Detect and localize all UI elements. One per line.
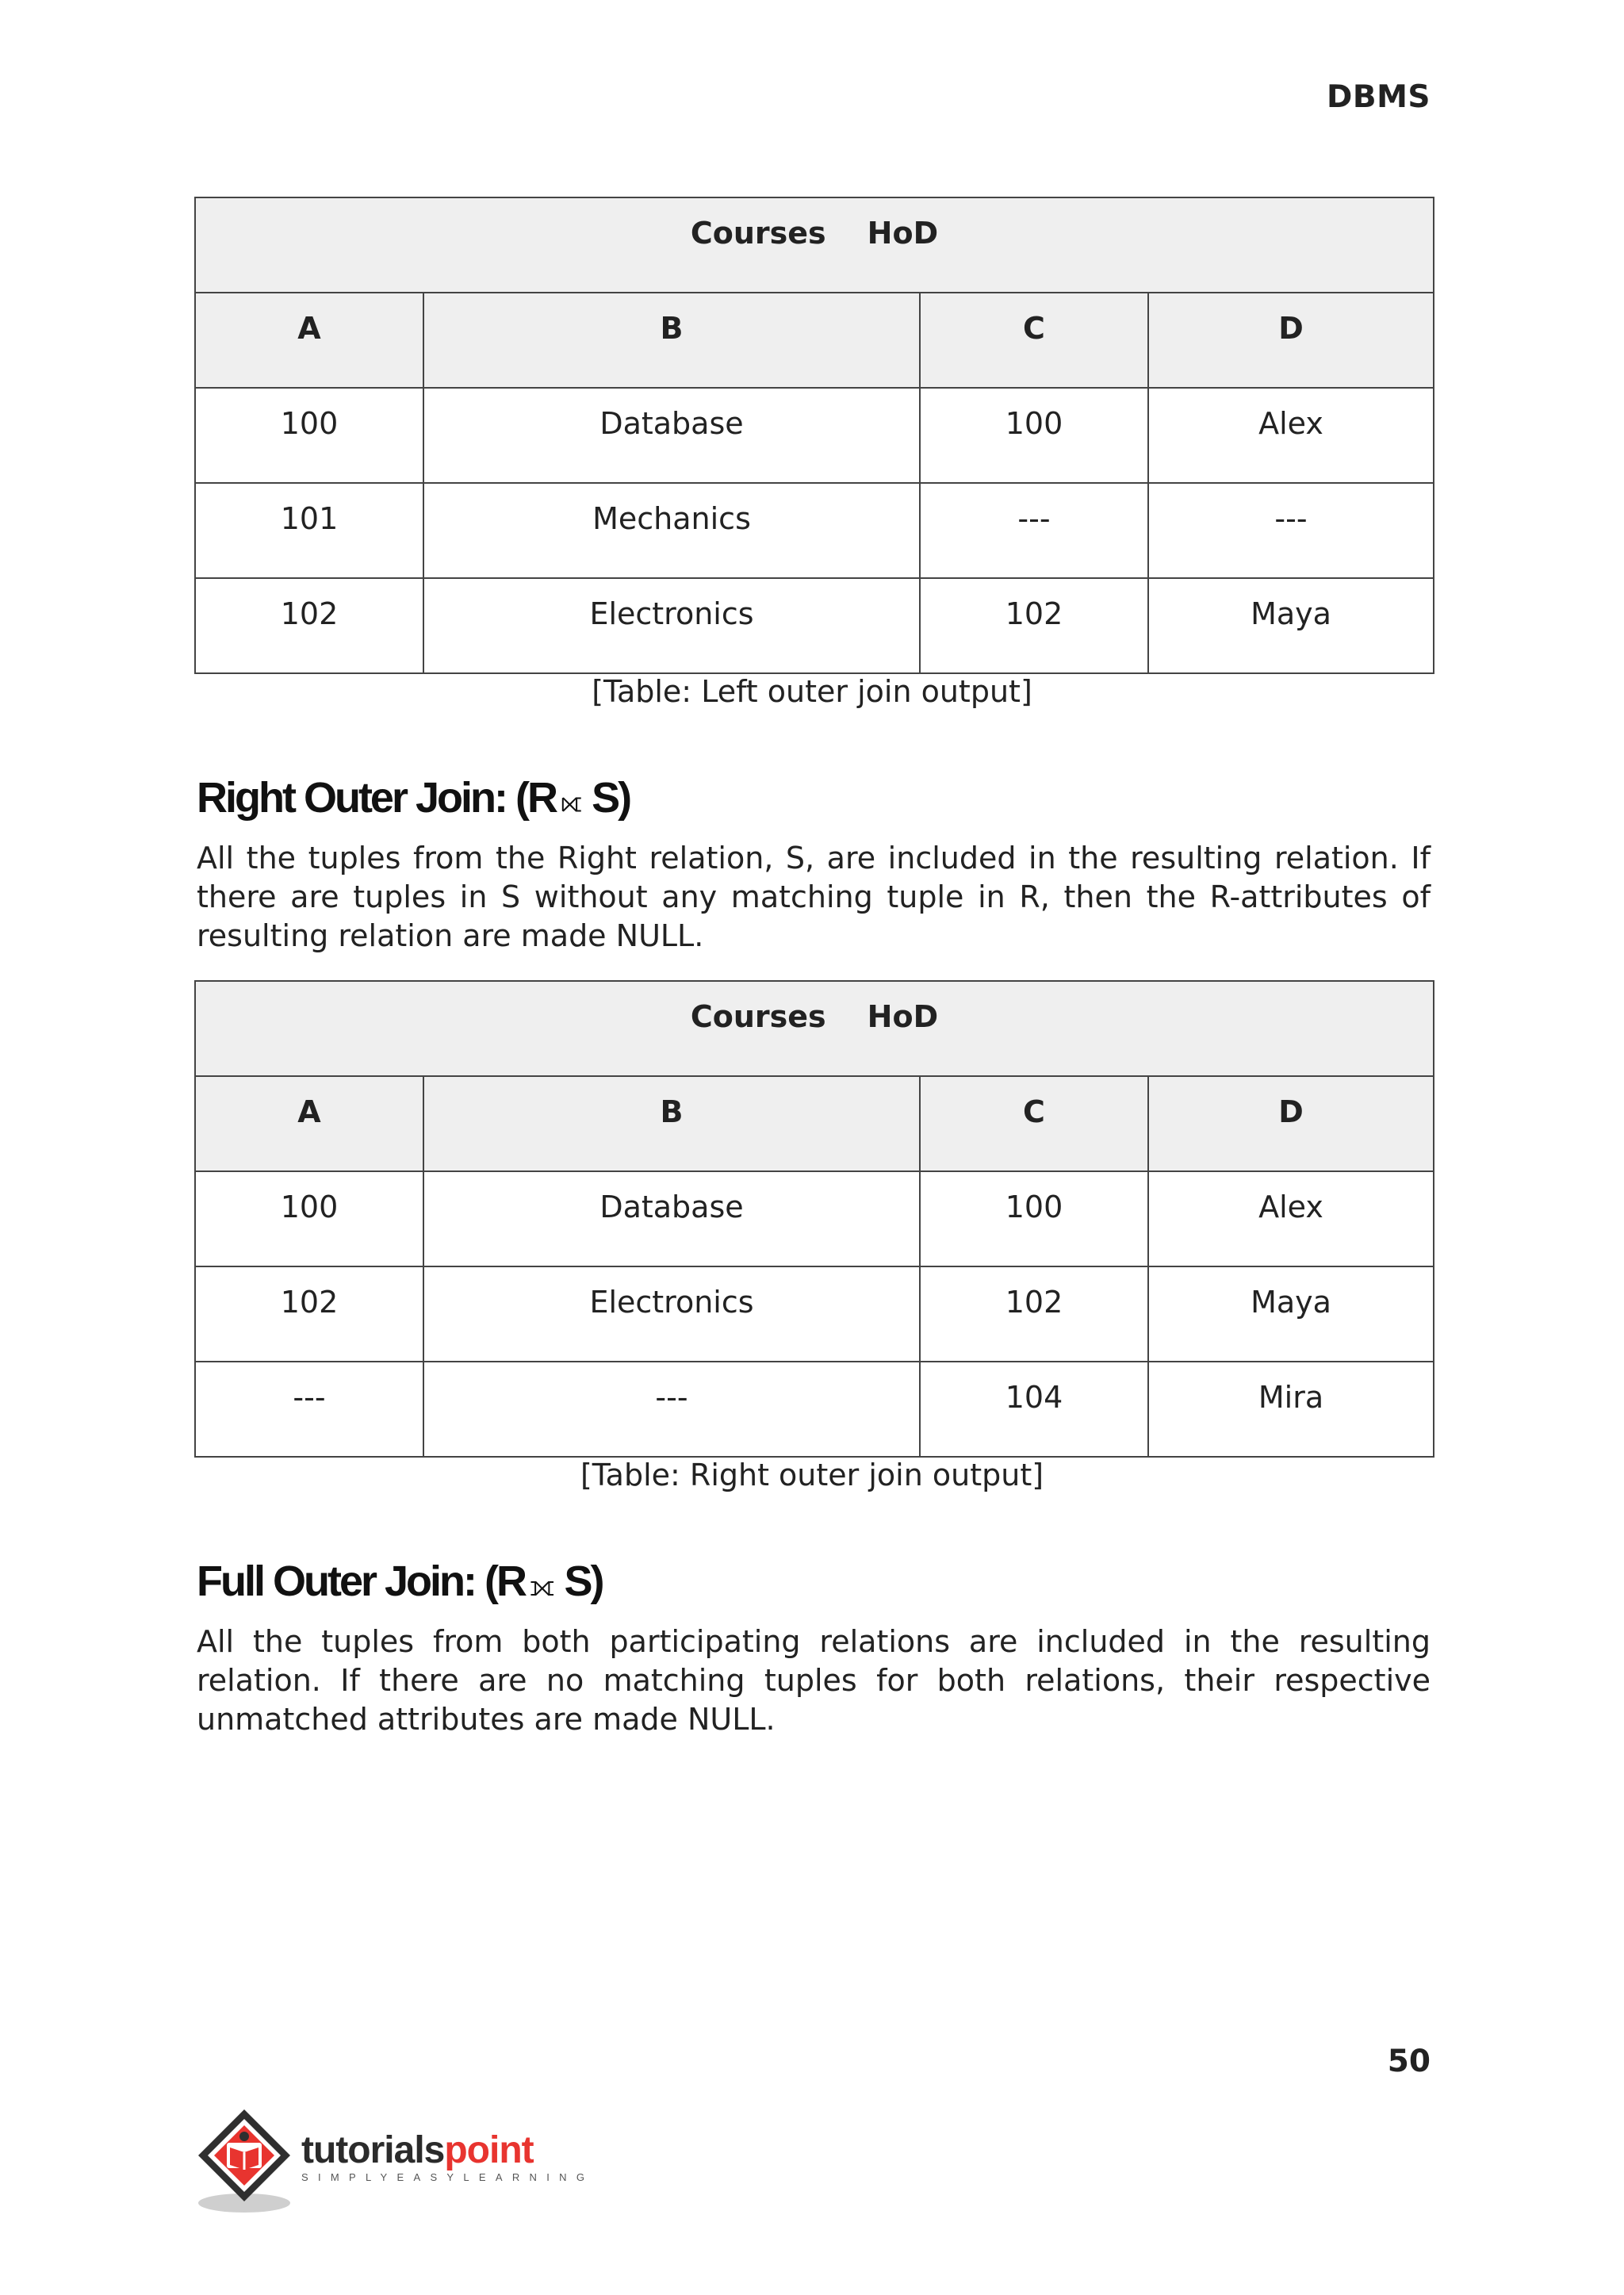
table-cell: --- — [1148, 483, 1434, 578]
table-title-courses: Courses — [690, 999, 826, 1034]
table-title-row — [195, 197, 1434, 293]
table-row — [195, 1362, 1434, 1457]
table-cell: 100 — [920, 388, 1148, 483]
table-cell: 102 — [195, 1266, 423, 1362]
column-header: D — [1148, 293, 1434, 388]
full-outer-join-symbol: ⟗ — [529, 1570, 555, 1603]
table-cell: Maya — [1148, 578, 1434, 673]
running-head: DBMS — [1327, 79, 1431, 115]
column-header: C — [920, 293, 1148, 388]
section-heading-right-outer-join — [197, 773, 630, 822]
column-header: C — [920, 1076, 1148, 1171]
logo-tagline: SIMPLYEASYLEARNING — [301, 2171, 595, 2183]
table-row — [195, 1171, 1434, 1266]
table-title-hod: HoD — [867, 216, 939, 251]
left-outer-join-table — [194, 197, 1434, 674]
table-cell: 100 — [920, 1171, 1148, 1266]
table-cell: 100 — [195, 388, 423, 483]
logo-diamond-icon — [195, 2105, 298, 2216]
table-row — [195, 578, 1434, 673]
column-header: A — [195, 293, 423, 388]
table-cell: Mira — [1148, 1362, 1434, 1457]
table-cell: 100 — [195, 1171, 423, 1266]
table-cell: Alex — [1148, 1171, 1434, 1266]
section-heading-full-outer-join — [197, 1557, 602, 1606]
logo-wordmark — [301, 2128, 534, 2172]
section-paragraph: All the tuples from both participating relations are included in the resulting relation. If there are no matching tuples for both relations, their respective unmatched attributes are made NULL. — [197, 1624, 1431, 1737]
tutorialspoint-logo — [195, 2105, 595, 2216]
table-cell: Mechanics — [423, 483, 920, 578]
column-header: A — [195, 1076, 423, 1171]
table-cell: --- — [423, 1362, 920, 1457]
table-caption: [Table: Right outer join output] — [580, 1458, 1044, 1492]
heading-text: S) — [564, 1557, 603, 1605]
table-cell: Electronics — [423, 578, 920, 673]
table-caption: [Table: Left outer join output] — [592, 674, 1032, 709]
table-cell: 102 — [920, 1266, 1148, 1362]
heading-text: Full Outer Join: (R — [197, 1557, 525, 1605]
section-paragraph: All the tuples from the Right relation, S, are included in the resulting relation. If there are tuples in S without any matching tuple in R, then the R-attributes of resulting relation are made NULL. — [197, 841, 1431, 953]
table-cell: Electronics — [423, 1266, 920, 1362]
table-row — [195, 1266, 1434, 1362]
heading-text: S) — [592, 774, 630, 822]
logo-word-point: point — [444, 2129, 534, 2171]
table-row — [195, 388, 1434, 483]
table-cell: Database — [423, 1171, 920, 1266]
table-title-cell — [195, 981, 1434, 1076]
table-cell: 104 — [920, 1362, 1148, 1457]
table-title-cell — [195, 197, 1434, 293]
table-cell: --- — [195, 1362, 423, 1457]
right-outer-join-table — [194, 980, 1434, 1458]
table-cell: Database — [423, 388, 920, 483]
table-title-hod: HoD — [867, 999, 939, 1034]
table-cell: 101 — [195, 483, 423, 578]
table-header-row — [195, 1076, 1434, 1171]
heading-text: Right Outer Join: (R — [197, 774, 556, 822]
table-row — [195, 483, 1434, 578]
table-cell: Maya — [1148, 1266, 1434, 1362]
column-header: D — [1148, 1076, 1434, 1171]
logo-word-tutorials: tutorials — [301, 2129, 445, 2171]
column-header: B — [423, 1076, 920, 1171]
table-cell: 102 — [920, 578, 1148, 673]
right-outer-join-symbol: ⟖ — [560, 787, 583, 819]
table-title-courses: Courses — [690, 216, 826, 251]
table-header-row — [195, 293, 1434, 388]
table-cell: --- — [920, 483, 1148, 578]
column-header: B — [423, 293, 920, 388]
table-title-row — [195, 981, 1434, 1076]
page-number: 50 — [1387, 2044, 1431, 2079]
table-cell: 102 — [195, 578, 423, 673]
table-cell: Alex — [1148, 388, 1434, 483]
